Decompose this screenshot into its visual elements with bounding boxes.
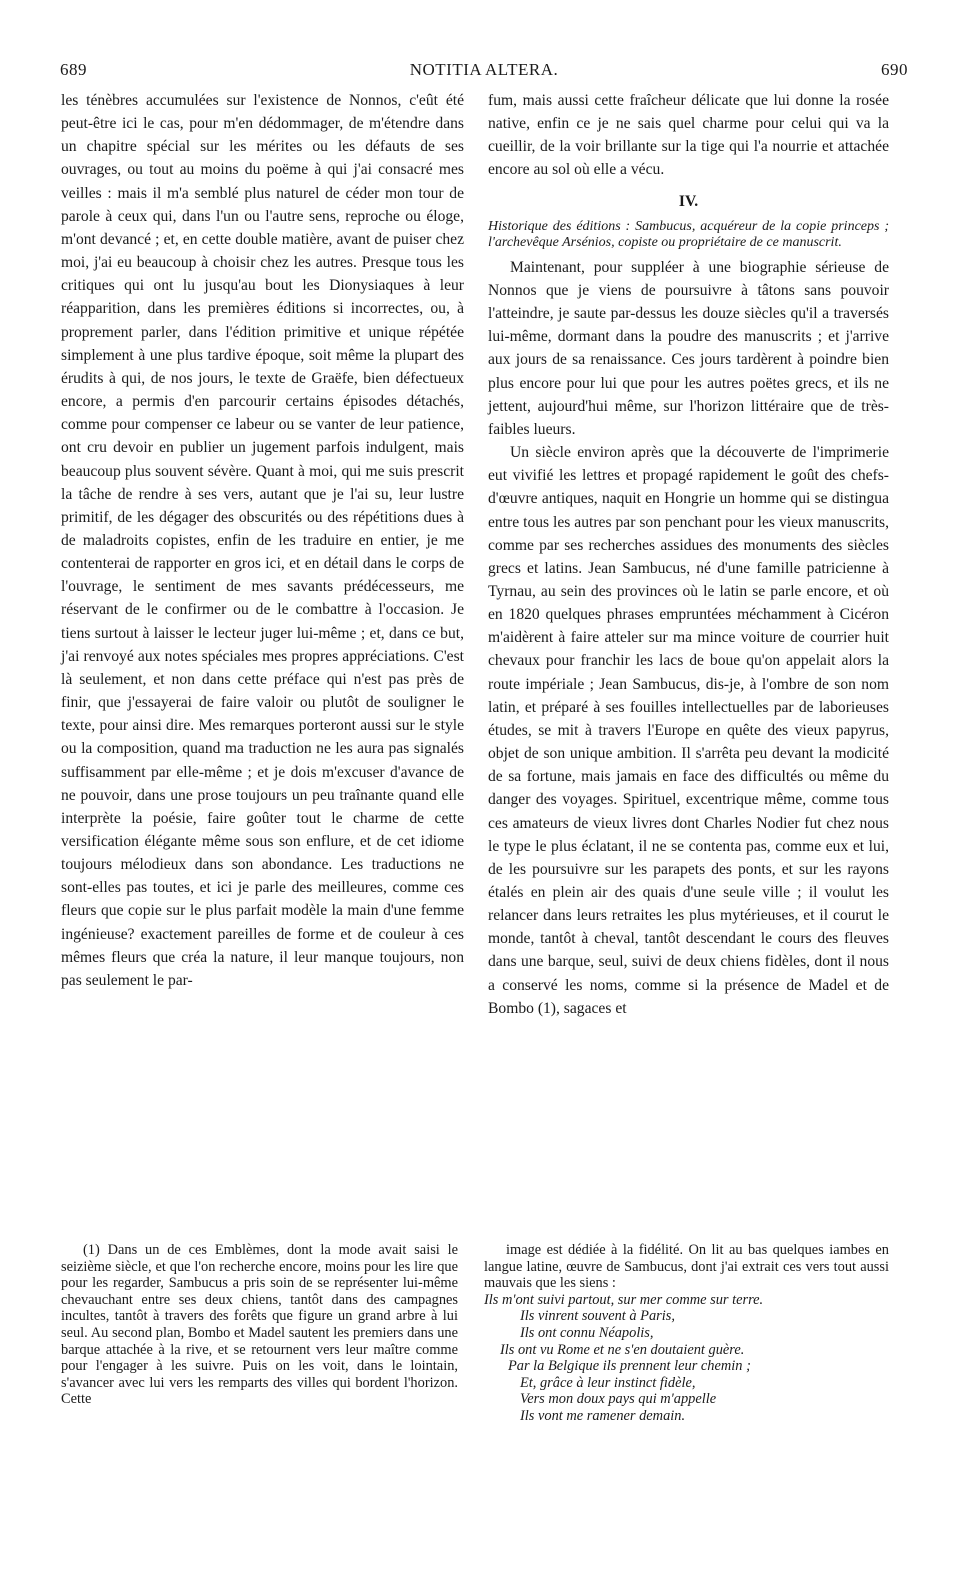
section-number: IV. (678, 192, 699, 210)
right-paragraph: Un siècle environ après que la découverte de l'imprimerie eut vivifié les lettres et propagé rapidement le goût des chefs-d'œuvre antiques, naquit en Hongrie un homme qui se distingua entre tous les autres par son penchant pour les vieux manuscrits, comme par ses recherches assidues des monuments des siècles grecs et latins. Jean Sambucus, né d'une famille patricienne à Tyrnau, au sein des provinces où le latin se parle encore, et où en 1820 quelques phrases empruntées méchamment à Cicéron m'aidèrent à faire atteler sur ma mince voiture de courrier huit chevaux pour franchir les lacs de boue qu'on appelait alors la route impériale ; Jean Sambucus, dis-je, à l'ombre de son nom latin, et préparé à ses fouilles intellectuelles par de laborieuses études, se mit à travers l'Europe en quête des vieux papyrus, objet de son unique ambition. Il s'arrêta peu devant la modicité de sa fortune, mais jamais en face des difficultés ou même du danger des voyages. Spirituel, excentrique même, comme tous ces amateurs de vieux livres dont Charles Nodier fut chez nous le type le plus éclatant, il ne se contenta pas, comme eux et lui, de les poursuivre sur les parapets des ponts, et sur les rayons étalés en plein air des quais d'une seule ville ; il voulut les relancer dans leurs retraites les plus mytérieuses, et il courut le monde, tantôt à cheval, tantôt descendant le cours des fleuves dans une barque, seul, suivi de deux chiens fidèles, dont il nous a conservé les noms, comme si la présence de Madel et de Bombo (1), sagaces et (488, 444, 889, 1017)
poem-line: Ils ont vu Rome et ne s'en doutaient guère. (500, 1341, 745, 1358)
right-paragraph: Maintenant, pour suppléer à une biographie sérieuse de Nonnos que je viens de poursuivre à tâtons sans pouvoir l'atteindre, je saute par-dessus les douze siècles qu'il a traversés lui-même, dormant dans la poudre des manuscrits ; et j'arrive aux jours de sa renaissance. Ces jours tardèrent à poindre bien plus encore pour lui que pour les autres poëtes grecs, et ils ne jettent, aujourd'hui même, sur l'horizon littéraire que de très-faibles lueurs. (488, 258, 889, 438)
footnote-left (61, 1242, 458, 1408)
right-column (488, 89, 889, 1020)
footnote-poem (484, 1292, 889, 1425)
footnote-continuation: image est dédiée à la fidélité. On lit au bas quelques iambes en langue latine, œuvre de Sambucus, dont j'ai extrait ces vers tout aussi mauvais que les siens : (484, 1242, 889, 1292)
footnote-text: (1) Dans un de ces Emblèmes, dont la mode avait saisi le seizième siècle, et que l'on recherche encore, moins pour les lire que pour les regarder, Sambucus a pris soin de se représenter lui-même chevauchant entre ses deux chiens, tantôt dans des campagnes incultes, tantôt à travers des forêts que figure un grand arbre à lui seul. Au second plan, Bombo et Madel sautent les premiers dans une barque attachée à la rive, et se retournent vers leur maître comme pour l'engager à les suivre. Puis on les voit, dans le lointain, s'avancer avec lui vers les remparts des villes qui bordent l'horizon. Cette (61, 1242, 458, 1408)
right-paragraph-continuation: fum, mais aussi cette fraîcheur délicate que lui donne la rosée native, enfin ce je ne sais quel charme pour celui qui va la cueillir, de la voir brillante sur la tige qui l'a nourrie et attachée encore au sol où elle a vécu. (488, 92, 889, 179)
page-number-right: 690 (881, 60, 908, 79)
left-paragraph: les ténèbres accumulées sur l'existence de Nonnos, c'eût été peut-être ici le cas, pour m'en dédommager, de m'étendre dans un chapitre spécial sur les mérites ou les défauts de ses ouvrages, ou tout au moins du poëme à qui j'ai consacré mes veilles : mais il m'a semblé plus naturel de céder mon tour de parole à ceux qui, dans l'un ou l'autre sens, reproche ou éloge, m'ont devancé ; et, en cette double matière, avant de puiser chez moi, j'ai eu beaucoup à choisir chez les autres. Presque tous les critiques qui ont lu jusqu'au bout les Dionysiaques à leur réapparition, dans les premières éditions si incorrectes, ou, à proprement parler, dans l'édition primitive et unique répétée simplement à une plus tardive époque, soit même la plupart des érudits à qui, de nos jours, le texte de Graëfe, bien défectueux encore, a permis d'en parcourir certains épisodes détachés, comme pour compenser ce labeur ou se vanter de leur patience, ont cru devoir en publier un jugement parfois indulgent, mais beaucoup plus souvent sévère. Quant à moi, qui me suis prescrit la tâche de rendre à ses vers, autant que je l'ai su, leur lustre primitif, de les dégager des obscurités ou des répétitions dues à de maladroits copistes, enfin de les traduire en entier, je me contenterai de rapporter en gros ici, et en détail dans le corps de l'ouvrage, le sentiment de mes savants prédécesseurs, me réservant de le confirmer ou de le combattre à l'occasion. Je tiens surtout à laisser le lecteur juger lui-même ; et, dans ce but, j'ai renvoyé aux notes spéciales mes propres appréciations. C'est là seulement, et non dans cette préface qui n'est pas près de finir, que j'essayerai de faire valoir ou plutôt de souligner le texte, pour ainsi dire. Mes remarques porteront aussi sur le style ou la composition, quand ma traduction ne les aura pas signalés suffisamment par elle-même ; et je dois m'excuser d'avance de ne pouvoir, dans une prose toujours un peu traînante quand elle interprète la poésie, faire goûter tout le charme de cette versification élégante même sous son enflure, et de cet idiome toujours mélodieux dans son abondance. Les traductions ne sont-elles pas toutes, et ici je parle des meilleures, comme ces fleurs que copie sur le plus parfait modèle la main d'une femme ingénieuse? exactement pareilles de forme et de couleur à ces mêmes fleurs que créa la nature, il leur manque toujours, non pas seulement le par- (61, 92, 464, 989)
poem-line: Ils m'ont suivi partout, sur mer comme sur terre. (484, 1291, 764, 1308)
page-number-left: 689 (60, 60, 87, 79)
left-column (61, 89, 464, 992)
section-summary: Historique des éditions : Sambucus, acquéreur de la copie princeps ; l'archevêque Arsénios, copiste ou propriétaire de ce manuscrit. (488, 218, 889, 251)
running-header (60, 60, 908, 88)
running-title: NOTITIA ALTERA. (409, 60, 559, 79)
poem-line: Et, grâce à leur instinct fidèle, (520, 1374, 696, 1391)
poem-line: Ils ont connu Néapolis, (520, 1324, 654, 1341)
poem-line: Vers mon doux pays qui m'appelle (520, 1391, 717, 1408)
poem-line: Par la Belgique ils prennent leur chemin ; (508, 1358, 751, 1375)
poem-line: Ils vinrent souvent à Paris, (520, 1308, 675, 1325)
poem-line: Ils vont me ramener demain. (520, 1407, 686, 1424)
footnote-right (484, 1242, 889, 1425)
